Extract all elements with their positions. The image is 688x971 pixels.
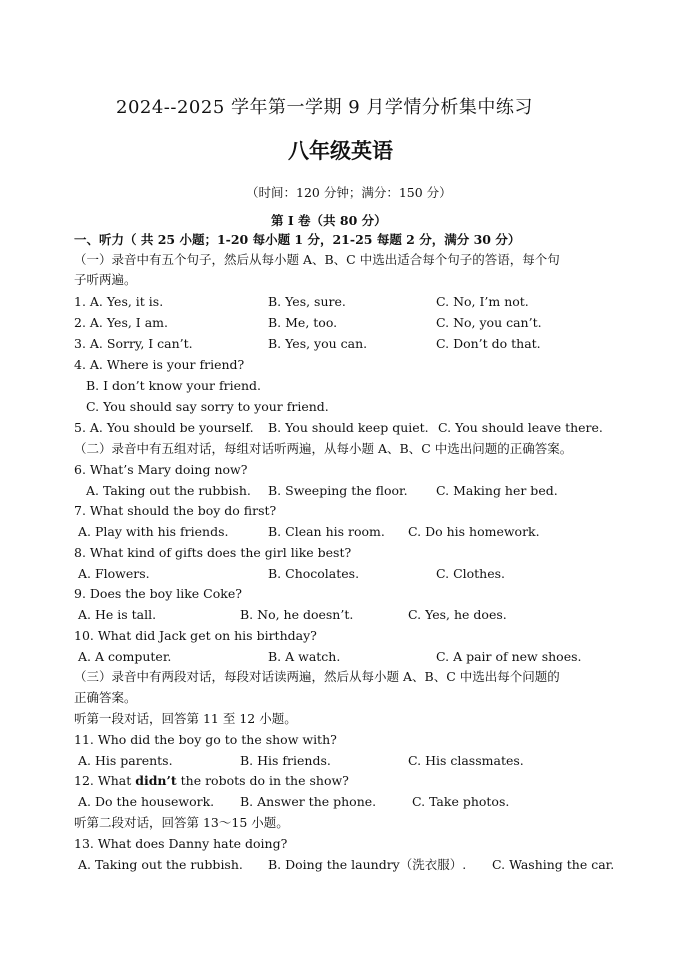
part2-instructions: （二）录音中有五组对话，每组对话听两遍，从每小题 A、B、C 中选出问题的正确答案。 — [74, 441, 573, 456]
q9-stem: 9. Does the boy like Coke? — [74, 586, 242, 601]
q5-option-b[interactable]: B. You should keep quiet. — [268, 420, 429, 435]
subject-title: 八年级英语 — [288, 138, 393, 163]
q5-option-c[interactable]: C. You should leave there. — [438, 420, 603, 435]
q10-option-b[interactable]: B. A watch. — [268, 649, 341, 664]
q9-option-c[interactable]: C. Yes, he does. — [408, 607, 507, 622]
q4-option-c[interactable]: C. You should say sorry to your friend. — [86, 399, 329, 414]
q11-option-b[interactable]: B. His friends. — [240, 753, 331, 768]
exam-title: 2024--2025 学年第一学期 9 月学情分析集中练习 — [116, 97, 533, 118]
q12-emphasis: didn’t — [135, 773, 177, 788]
q13-option-a[interactable]: A. Taking out the rubbish. — [78, 857, 243, 872]
q9-option-a[interactable]: A. He is tall. — [78, 607, 157, 622]
q1-option-b[interactable]: B. Yes, sure. — [268, 294, 346, 309]
part3-instructions-cont: 正确答案。 — [74, 690, 137, 705]
q6-option-b[interactable]: B. Sweeping the floor. — [268, 483, 408, 498]
q11-stem: 11. Who did the boy go to the show with? — [74, 732, 337, 747]
q10-stem: 10. What did Jack get on his birthday? — [74, 628, 317, 643]
q12-option-a[interactable]: A. Do the housework. — [78, 794, 215, 809]
dialog2-instructions: 听第二段对话，回答第 13～15 小题。 — [74, 815, 289, 830]
q6-stem: 6. What’s Mary doing now? — [74, 462, 248, 477]
q7-option-c[interactable]: C. Do his homework. — [408, 524, 540, 539]
part1-instructions-cont: 子听两遍。 — [74, 272, 137, 287]
q3-option-a[interactable]: A. Sorry, I can’t. — [89, 336, 193, 351]
dialog1-instructions: 听第一段对话，回答第 11 至 12 小题。 — [74, 711, 297, 726]
q13-option-c[interactable]: C. Washing the car. — [492, 857, 615, 872]
q8-stem: 8. What kind of gifts does the girl like best? — [74, 545, 352, 560]
q6-option-c[interactable]: C. Making her bed. — [436, 483, 558, 498]
part3-instructions: （三）录音中有两段对话，每段对话读两遍，然后从每小题 A、B、C 中选出每个问题的 — [74, 669, 560, 684]
q10-option-a[interactable]: A. A computer. — [78, 649, 172, 664]
question-3: 3. A. Sorry, I can’t. — [74, 336, 193, 351]
q1-option-a[interactable]: A. Yes, it is. — [89, 294, 164, 309]
q3-option-b[interactable]: B. Yes, you can. — [268, 336, 368, 351]
q11-option-a[interactable]: A. His parents. — [78, 753, 173, 768]
q4-option-a[interactable]: 4. A. Where is your friend? — [74, 357, 245, 372]
q8-option-c[interactable]: C. Clothes. — [436, 566, 506, 581]
time-info: （时间：120 分钟；满分：150 分） — [246, 185, 452, 200]
question-1: 1. A. Yes, it is. — [74, 294, 164, 309]
q2-option-c[interactable]: C. No, you can’t. — [436, 315, 542, 330]
q2-option-a[interactable]: A. Yes, I am. — [89, 315, 168, 330]
q12-stem: 12. What didn’t the robots do in the show? — [74, 773, 349, 788]
q8-option-a[interactable]: A. Flowers. — [78, 566, 150, 581]
q13-stem: 13. What does Danny hate doing? — [74, 836, 288, 851]
q7-option-a[interactable]: A. Play with his friends. — [78, 524, 229, 539]
q6-option-a[interactable]: A. Taking out the rubbish. — [86, 483, 251, 498]
q7-option-b[interactable]: B. Clean his room. — [268, 524, 385, 539]
q5-option-a[interactable]: 5. A. You should be yourself. — [74, 420, 254, 435]
q4-option-b[interactable]: B. I don’t know your friend. — [86, 378, 262, 393]
q10-option-c[interactable]: C. A pair of new shoes. — [436, 649, 582, 664]
part1-instructions: （一）录音中有五个句子，然后从每小题 A、B、C 中选出适合每个句子的答语，每个句 — [74, 252, 560, 267]
q13-option-b[interactable]: B. Doing the laundry（洗衣服）. — [268, 857, 467, 872]
volume-heading: 第 I 卷（共 80 分） — [271, 213, 387, 228]
q12-option-c[interactable]: C. Take photos. — [412, 794, 510, 809]
q11-option-c[interactable]: C. His classmates. — [408, 753, 524, 768]
q12-option-b[interactable]: B. Answer the phone. — [240, 794, 377, 809]
q2-option-b[interactable]: B. Me, too. — [268, 315, 338, 330]
q1-option-c[interactable]: C. No, I’m not. — [436, 294, 529, 309]
q3-option-c[interactable]: C. Don’t do that. — [436, 336, 541, 351]
question-2: 2. A. Yes, I am. — [74, 315, 168, 330]
section-heading: 一、听力（ 共 25 小题；1-20 每小题 1 分，21-25 每题 2 分，满分 30 分） — [74, 232, 521, 247]
q8-option-b[interactable]: B. Chocolates. — [268, 566, 360, 581]
q7-stem: 7. What should the boy do first? — [74, 503, 277, 518]
q9-option-b[interactable]: B. No, he doesn’t. — [240, 607, 354, 622]
